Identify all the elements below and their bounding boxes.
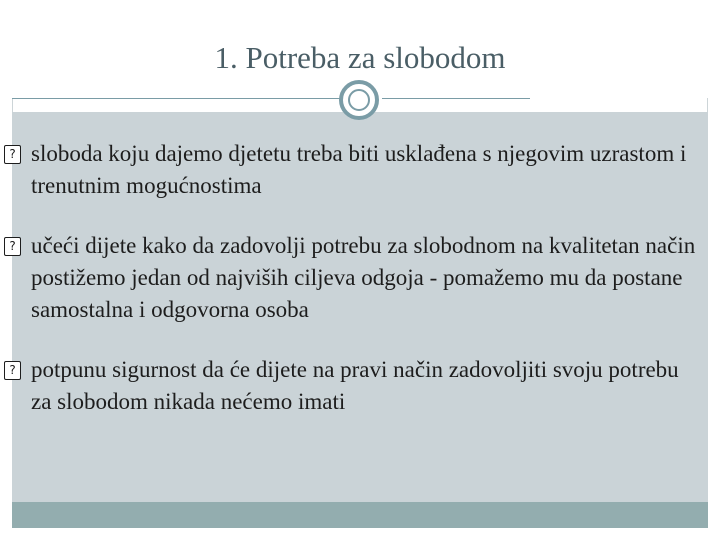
bullet-marker-icon: ? [4,361,21,380]
slide-title: 1. Potreba za slobodom [214,40,506,75]
bullet-item [10,138,700,202]
bullet-list [10,138,700,446]
circle-ornament-icon [339,80,379,120]
footer-band [12,502,708,528]
title-rule-left [12,98,342,99]
circle-ornament-inner [348,89,370,111]
bullet-text: sloboda koju dajemo djetetu treba biti usklađena s njegovim uzrastom i trenutnim mogućnostima [31,141,687,198]
title-rule-right [382,98,530,99]
bullet-marker-icon: ? [4,145,21,164]
bullet-text: potpunu sigurnost da će dijete na pravi način zadovoljiti svoju potrebu za slobodom nikada nećemo imati [31,357,679,414]
bullet-item [10,354,700,418]
bullet-text: učeći dijete kako da zadovolji potrebu za slobodnom na kvalitetan način postižemo jedan od najviših ciljeva odgoja - pomažemo mu da postane samostalna i odgovorna osoba [31,233,696,322]
bullet-item [10,230,700,326]
bullet-marker-icon: ? [4,237,21,256]
